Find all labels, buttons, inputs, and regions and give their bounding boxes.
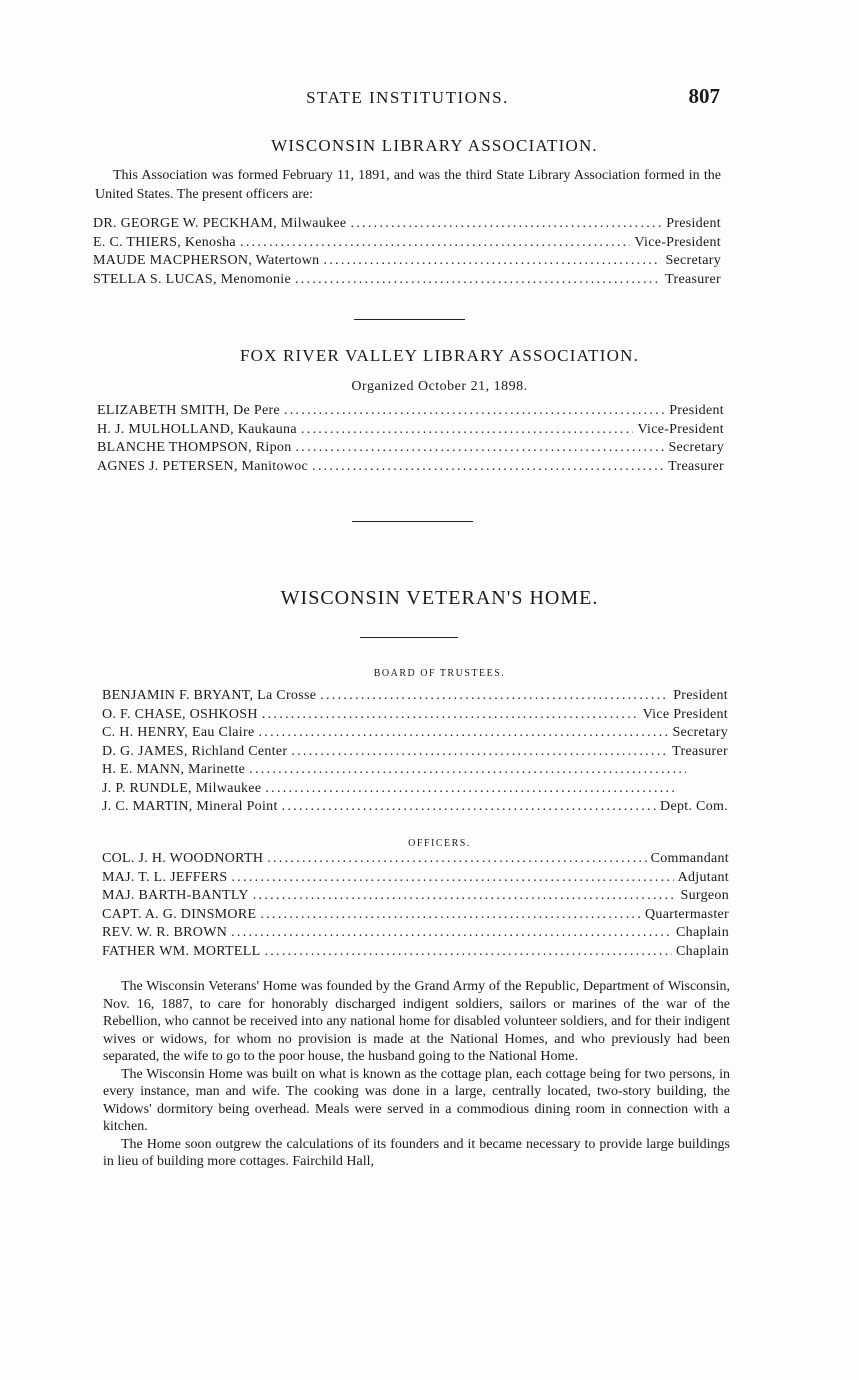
trustee-row <box>102 762 728 781</box>
running-head <box>95 84 720 112</box>
officer-row <box>102 944 729 963</box>
officer-row <box>102 907 729 926</box>
section-divider <box>354 319 465 320</box>
trustee-row <box>102 688 728 707</box>
body-paragraph: The Wisconsin Veterans' Home was founded by the Grand Army of the Republic, Department of Wisconsin, Nov. 16, 1887, to care for honorably discharged indigent soldiers, sailors or marines of the war of the Rebellion, who cannot be received into any national home for disabled volunteer soldiers, and for their indigent wives or widows, for whom no provision is made at the National Homes, and who previously had been separated, the wife to go to the poor house, the husband going to the National Home. <box>103 979 730 1064</box>
trustee-name: O. F. CHASE, OSHKOSH <box>102 706 258 722</box>
page-number: 807 <box>688 84 720 108</box>
section-divider <box>360 637 458 638</box>
dot-leader <box>323 253 661 269</box>
officer-role: Vice-President <box>634 234 721 250</box>
trustee-row <box>102 707 728 726</box>
officer-role: Chaplain <box>676 943 729 959</box>
officer-row <box>97 459 724 478</box>
fox-river-organized: Organized October 21, 1898. <box>351 379 528 394</box>
trustee-row <box>102 799 728 818</box>
officer-row <box>102 870 729 889</box>
officer-name: E. C. THIERS, Kenosha <box>93 234 236 250</box>
officer-role: Secretary <box>668 440 724 455</box>
home-officers-list <box>102 851 729 962</box>
officer-role: Adjutant <box>677 869 729 885</box>
dot-leader <box>350 216 662 232</box>
officer-row <box>102 925 729 944</box>
officer-name: MAJ. T. L. JEFFERS <box>102 869 228 885</box>
dot-leader <box>240 235 631 251</box>
officer-role: Vice-President <box>637 421 724 437</box>
dot-leader <box>320 688 669 704</box>
dot-leader <box>231 925 672 941</box>
trustees-heading: BOARD OF TRUSTEES. <box>373 668 506 679</box>
trustee-name: D. G. JAMES, Richland Center <box>102 743 288 759</box>
officer-name: AGNES J. PETERSEN, Manitowoc <box>97 458 309 474</box>
trustees-list <box>102 688 728 818</box>
body-paragraph: The Wisconsin Home was built on what is known as the cottage plan, each cottage being for two persons, in every instance, man and wife. The cooking was done in a large, centrally located, two-story building, the Widows' dormitory being overhead. Meals were served in a commodious dining room in connection with a kitchen. <box>103 1066 730 1134</box>
trustee-role: Vice President <box>642 706 728 722</box>
trustee-name: C. H. HENRY, Eau Claire <box>102 725 255 740</box>
officer-role: President <box>669 403 724 418</box>
dot-leader <box>253 888 677 904</box>
officers-heading: OFFICERS. <box>408 838 471 849</box>
dot-leader <box>264 944 672 960</box>
library-association-officers <box>93 216 721 290</box>
officer-name: FATHER WM. MORTELL <box>102 943 261 959</box>
dot-leader <box>312 459 664 475</box>
officer-role: Chaplain <box>676 925 729 940</box>
dot-leader <box>249 762 686 778</box>
dot-leader <box>291 744 668 760</box>
officer-name: CAPT. A. G. DINSMORE <box>102 906 257 922</box>
officer-name: DR. GEORGE W. PECKHAM, Milwaukee <box>93 216 347 231</box>
trustee-role: Treasurer <box>672 743 728 759</box>
officer-role: Secretary <box>665 253 721 268</box>
officer-row <box>97 422 724 441</box>
dot-leader <box>296 440 665 456</box>
dot-leader <box>260 907 641 923</box>
officer-name: MAUDE MACPHERSON, Watertown <box>93 253 320 268</box>
officer-name: MAJ. BARTH-BANTLY <box>102 888 249 903</box>
officer-role: Quartermaster <box>645 906 729 922</box>
section-divider <box>352 521 473 522</box>
dot-leader <box>282 799 656 815</box>
dot-leader <box>284 403 665 419</box>
officer-role: Treasurer <box>668 458 724 474</box>
officer-row <box>93 216 721 235</box>
dot-leader <box>267 851 646 867</box>
dot-leader <box>258 725 668 741</box>
officer-name: ELIZABETH SMITH, De Pere <box>97 403 280 418</box>
running-title: STATE INSTITUTIONS. <box>306 88 509 107</box>
officer-role: Surgeon <box>680 888 729 903</box>
officer-role: Commandant <box>650 851 729 866</box>
officer-name: STELLA S. LUCAS, Menomonie <box>93 271 291 287</box>
officer-name: BLANCHE THOMPSON, Ripon <box>97 440 292 455</box>
trustee-name: H. E. MANN, Marinette <box>102 762 246 777</box>
officer-name: REV. W. R. BROWN <box>102 925 228 940</box>
trustee-name: J. C. MARTIN, Mineral Point <box>102 799 278 814</box>
officer-name: H. J. MULHOLLAND, Kaukauna <box>97 421 297 437</box>
officer-role: President <box>666 216 721 231</box>
officer-role: Treasurer <box>665 271 721 287</box>
trustee-role: Dept. Com. <box>660 799 728 814</box>
trustee-role: Secretary <box>672 725 728 740</box>
fox-river-officers <box>97 403 724 477</box>
library-association-intro: This Association was formed February 11, 1891, and was the third State Library Association formed in the United States. The present officers are: <box>95 168 721 202</box>
officer-row <box>102 851 729 870</box>
library-association-title: WISCONSIN LIBRARY ASSOCIATION. <box>271 136 598 155</box>
fox-river-title: FOX RIVER VALLEY LIBRARY ASSOCIATION. <box>239 346 640 365</box>
body-paragraph: The Home soon outgrew the calculations of its founders and it became necessary to provide large buildings in lieu of building more cottages. Fairchild Hall, <box>103 1136 730 1169</box>
dot-leader <box>301 422 634 438</box>
veterans-home-title: WISCONSIN VETERAN'S HOME. <box>280 587 599 609</box>
trustee-name: J. P. RUNDLE, Milwaukee <box>102 780 262 796</box>
officer-row <box>97 440 724 459</box>
trustee-row <box>102 725 728 744</box>
dot-leader <box>231 870 673 886</box>
dot-leader <box>295 272 661 288</box>
veterans-home-history <box>103 978 730 1171</box>
trustee-name: BENJAMIN F. BRYANT, La Crosse <box>102 688 317 703</box>
officer-row <box>93 272 721 291</box>
trustee-row <box>102 744 728 763</box>
dot-leader <box>262 707 639 723</box>
dot-leader <box>265 781 676 797</box>
officer-row <box>93 235 721 254</box>
trustee-row <box>102 781 728 800</box>
officer-name: COL. J. H. WOODNORTH <box>102 851 264 866</box>
officer-row <box>97 403 724 422</box>
officer-row <box>102 888 729 907</box>
trustee-role: President <box>673 688 728 703</box>
officer-row <box>93 253 721 272</box>
